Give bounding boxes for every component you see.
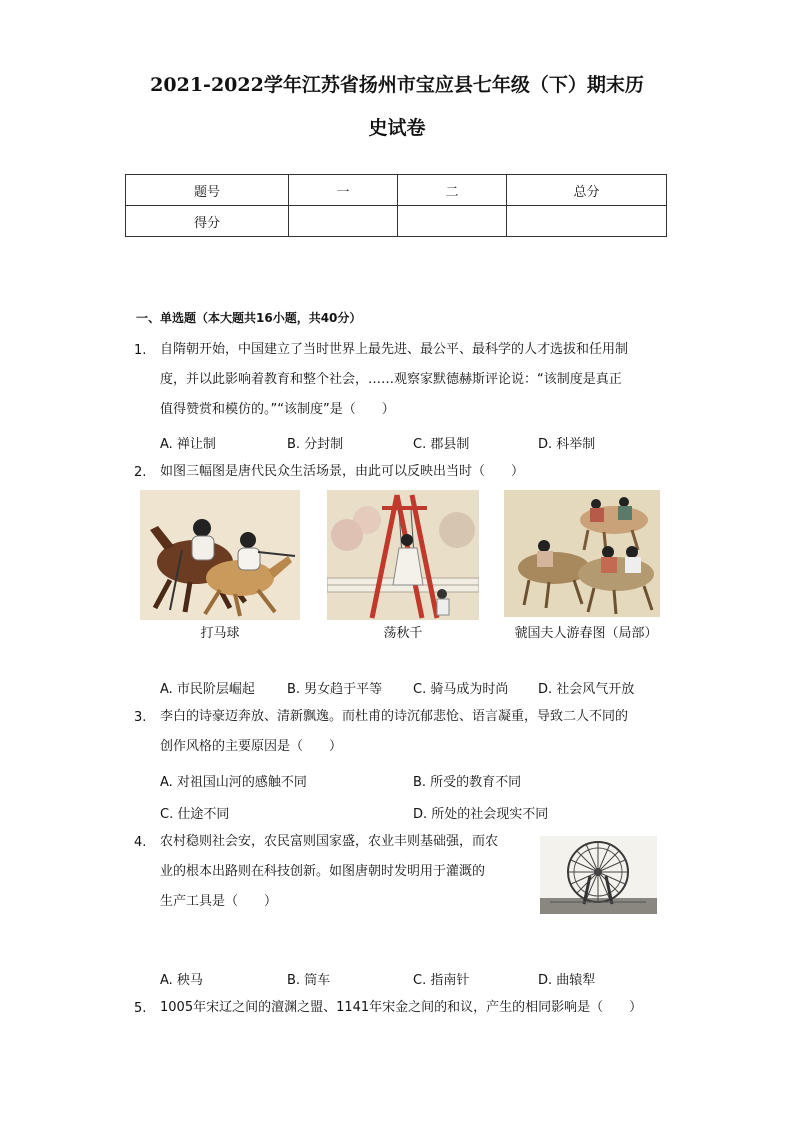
question-2-text [160, 457, 665, 487]
question-1-option-d[interactable]: D. 科举制 [538, 437, 596, 452]
page-title-line1: 2021-2022学年江苏省扬州市宝应县七年级（下）期末历 [150, 74, 644, 96]
spring-outing-caption: 虢国夫人游春图（局部） [514, 626, 658, 641]
water-wheel-image [540, 836, 657, 914]
score-cell-part1 [289, 206, 398, 237]
polo-painting-image [140, 490, 300, 620]
question-3-option-c[interactable]: C. 仕途不同 [160, 807, 230, 822]
score-header-total: 总分 [507, 175, 667, 206]
spring-outing-painting-image [504, 490, 660, 617]
question-3-text [160, 702, 665, 762]
question-2-option-d[interactable]: D. 社会风气开放 [538, 682, 635, 697]
page-title-line2: 史试卷 [368, 117, 426, 139]
score-cell-part2 [398, 206, 507, 237]
question-3-line: 李白的诗豪迈奔放、清新飘逸。而杜甫的诗沉郁悲怆、语言凝重，导致二人不同的 [160, 709, 629, 724]
score-header-part2: 二 [398, 175, 507, 206]
question-5-text [160, 993, 665, 1023]
section-heading: 一、单选题（本大题共16小题，共40分） [136, 311, 362, 325]
question-4-line: 农村稳则社会安，农民富则国家盛，农业丰则基础强，而农 [160, 834, 499, 849]
question-3-line: 创作风格的主要原因是（ ） [160, 739, 343, 754]
question-1-option-a[interactable]: A. 禅让制 [160, 437, 216, 452]
score-table-score-row [126, 206, 667, 237]
question-3-option-b[interactable]: B. 所受的教育不同 [413, 775, 522, 790]
question-4-text [160, 827, 530, 917]
question-4-line: 业的根本出路则在科技创新。如图唐朝时发明用于灌溉的 [160, 864, 486, 879]
score-table [125, 174, 667, 237]
score-table-header-row [126, 175, 667, 206]
question-3-option-a[interactable]: A. 对祖国山河的感触不同 [160, 775, 307, 790]
question-2-line: 如图三幅图是唐代民众生活场景，由此可以反映出当时（ ） [160, 464, 525, 479]
question-1-text [160, 335, 665, 425]
score-header-part1: 一 [289, 175, 398, 206]
question-1-line: 度，并以此影响着教育和整个社会，……观察家默德赫斯评论说：“该制度是真正 [160, 372, 622, 387]
question-4-option-d[interactable]: D. 曲辕犁 [538, 973, 596, 988]
score-cell-total [507, 206, 667, 237]
question-4-option-c[interactable]: C. 指南针 [413, 973, 470, 988]
question-2-option-b[interactable]: B. 男女趋于平等 [287, 682, 383, 697]
score-row-label: 得分 [126, 206, 289, 237]
swing-painting-image [327, 490, 479, 620]
question-3-number: 3. [134, 710, 147, 725]
question-3-option-d[interactable]: D. 所处的社会现实不同 [413, 807, 549, 822]
question-1-number: 1. [134, 343, 147, 358]
question-2-option-a[interactable]: A. 市民阶层崛起 [160, 682, 255, 697]
question-4-line: 生产工具是（ ） [160, 894, 278, 909]
question-2-number: 2. [134, 465, 147, 480]
question-4-option-b[interactable]: B. 筒车 [287, 973, 331, 988]
polo-caption: 打马球 [200, 626, 240, 641]
question-4-number: 4. [134, 835, 147, 850]
question-1-line: 值得赞赏和模仿的。”“该制度”是（ ） [160, 402, 395, 417]
question-1-option-b[interactable]: B. 分封制 [287, 437, 344, 452]
swing-caption: 荡秋千 [383, 626, 423, 641]
question-1-option-c[interactable]: C. 郡县制 [413, 437, 470, 452]
score-header-label: 题号 [126, 175, 289, 206]
question-5-number: 5. [134, 1001, 147, 1016]
question-4-option-a[interactable]: A. 秧马 [160, 973, 203, 988]
question-5-line: 1005年宋辽之间的澶渊之盟、1141年宋金之间的和议，产生的相同影响是（ ） [160, 1000, 643, 1015]
question-1-line: 自隋朝开始，中国建立了当时世界上最先进、最公平、最科学的人才选拔和任用制 [160, 342, 629, 357]
question-2-option-c[interactable]: C. 骑马成为时尚 [413, 682, 509, 697]
